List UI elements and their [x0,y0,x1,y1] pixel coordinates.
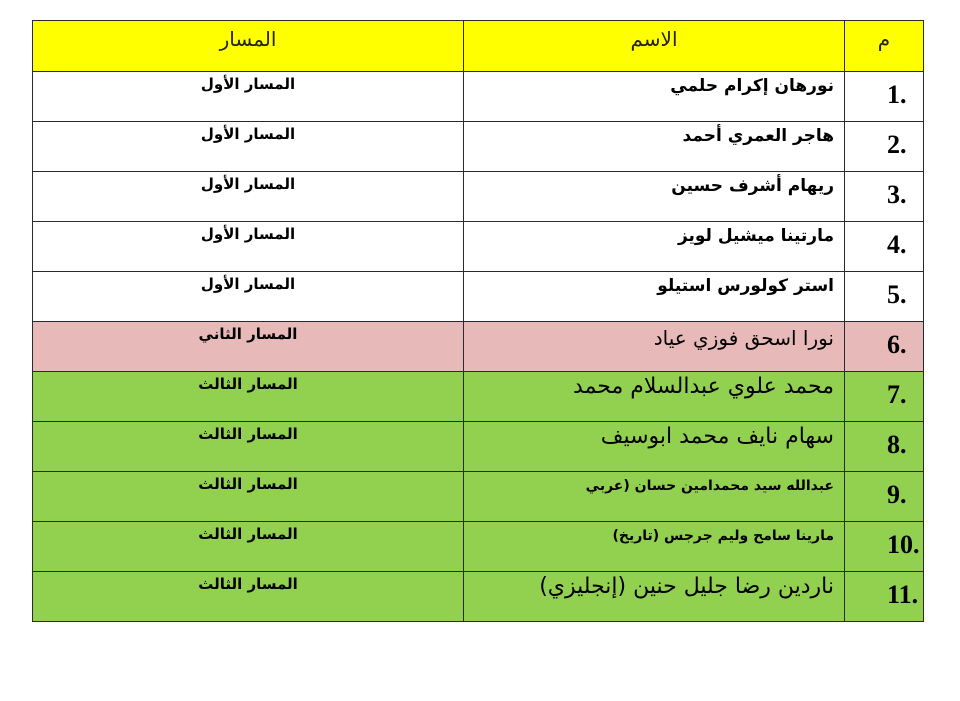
row-number: 2. [845,122,924,172]
table-row [33,472,924,522]
row-name: مارتينا ميشيل لويز [464,222,845,272]
row-track: المسار الثالث [33,472,464,522]
header-track: المسار [33,21,464,72]
row-number: 4. [845,222,924,272]
table-row [33,122,924,172]
table-row [33,572,924,622]
header-name: الاسم [464,21,845,72]
row-number: 5. [845,272,924,322]
header-num: م [845,21,924,72]
row-name: نورا اسحق فوزي عياد [464,322,845,372]
row-track: المسار الثاني [33,322,464,372]
row-track: المسار الأول [33,72,464,122]
table-row [33,372,924,422]
table-row [33,222,924,272]
table-row [33,72,924,122]
table-header-row [33,21,924,72]
row-name: ريهام أشرف حسين [464,172,845,222]
row-number: 10. [845,522,924,572]
row-track: المسار الأول [33,222,464,272]
row-name: نورهان إكرام حلمي [464,72,845,122]
row-name: هاجر العمري أحمد [464,122,845,172]
row-name: استر كولورس استيلو [464,272,845,322]
table-row [33,172,924,222]
row-number: 1. [845,72,924,122]
row-number: 7. [845,372,924,422]
row-name: عبدالله سيد محمدامين حسان (عربي [464,472,845,522]
table-row [33,272,924,322]
track-table-container [32,20,923,622]
row-name: ناردين رضا جليل حنين (إنجليزي) [464,572,845,622]
row-name: محمد علوي عبدالسلام محمد [464,372,845,422]
row-number: 3. [845,172,924,222]
row-track: المسار الأول [33,272,464,322]
row-track: المسار الأول [33,172,464,222]
table-row [33,422,924,472]
row-number: 9. [845,472,924,522]
table-row [33,522,924,572]
track-table [32,20,924,622]
row-track: المسار الثالث [33,422,464,472]
row-track: المسار الثالث [33,522,464,572]
row-track: المسار الأول [33,122,464,172]
row-track: المسار الثالث [33,372,464,422]
row-number: 6. [845,322,924,372]
row-name: سهام نايف محمد ابوسيف [464,422,845,472]
table-row [33,322,924,372]
row-track: المسار الثالث [33,572,464,622]
row-number: 8. [845,422,924,472]
row-number: 11. [845,572,924,622]
row-name: مارينا سامح وليم جرجس (تاريخ) [464,522,845,572]
